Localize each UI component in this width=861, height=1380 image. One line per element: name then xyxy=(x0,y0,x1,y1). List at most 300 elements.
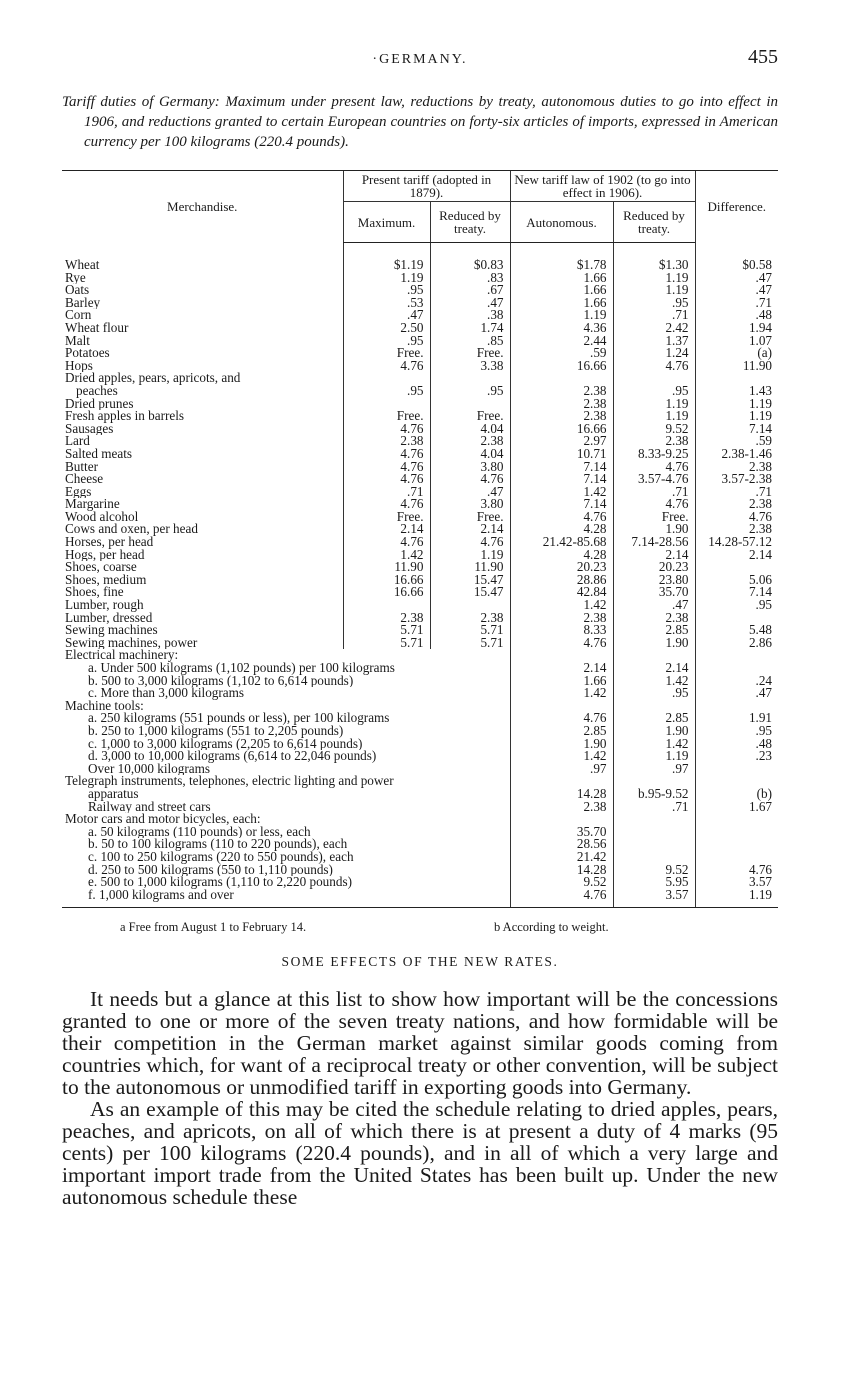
section-title-cell: Electrical machinery: xyxy=(65,649,179,662)
value-cell: .95 xyxy=(613,687,695,700)
table-row xyxy=(62,813,778,826)
header-reduced-new: Reduced by treaty. xyxy=(613,202,695,243)
table-row xyxy=(62,473,778,486)
value-cell: 1.66 xyxy=(510,272,613,285)
value-cell: Free. xyxy=(613,511,695,524)
tariff-table xyxy=(62,170,778,908)
merchandise-cell: Fresh apples in barrels xyxy=(65,410,185,423)
value-cell: 2.14 xyxy=(430,523,510,536)
value-cell xyxy=(510,813,613,826)
table-row xyxy=(62,738,778,751)
value-cell: 21.42 xyxy=(510,851,613,864)
merchandise-cell: a. 250 kilograms (551 pounds or less), per 100 kilograms xyxy=(88,712,390,725)
value-cell: .95 xyxy=(695,599,778,612)
body-paragraph: It needs but a glance at this list to show how important will be the concessions granted to one or more of the seven treaty nations, and how formidable will be their competition in the German market against similar goods coming from countries which, for want of a reciprocal treaty or other convention, will be subject to the autonomous or unmodified tariff in exporting goods into Germany. xyxy=(62,987,778,1100)
value-cell: b.95-9.52 xyxy=(613,788,695,801)
value-cell: .95 xyxy=(343,385,430,398)
value-cell: 4.76 xyxy=(430,536,510,549)
merchandise-cell: Railway and street cars xyxy=(88,800,211,814)
value-cell: 1.24 xyxy=(613,347,695,360)
value-cell: .47 xyxy=(695,687,778,700)
value-cell: 5.71 xyxy=(430,637,510,650)
table-row xyxy=(62,297,778,310)
value-cell xyxy=(695,561,778,574)
merchandise-cell: Shoes, medium xyxy=(65,573,147,587)
merchandise-cell: Shoes, coarse xyxy=(65,561,137,574)
page-number: 455 xyxy=(748,46,778,68)
value-cell: .95 xyxy=(613,297,695,310)
value-cell: 1.19 xyxy=(613,410,695,423)
value-cell: .83 xyxy=(430,272,510,285)
table-row xyxy=(62,398,778,411)
table-row xyxy=(62,347,778,360)
value-cell xyxy=(510,649,613,662)
value-cell xyxy=(695,813,778,826)
value-cell: 1.90 xyxy=(613,725,695,738)
merchandise-cell: c. 1,000 to 3,000 kilograms (2,205 to 6,614 pounds) xyxy=(88,737,363,751)
merchandise-cell: Wheat flour xyxy=(65,321,129,335)
value-cell: .48 xyxy=(695,309,778,322)
value-cell: $0.83 xyxy=(430,243,510,272)
table-row xyxy=(62,435,778,448)
value-cell: 1.74 xyxy=(430,322,510,335)
value-cell: 14.28 xyxy=(510,788,613,801)
value-cell: 5.71 xyxy=(430,624,510,637)
table-row xyxy=(62,788,778,801)
value-cell: 2.86 xyxy=(695,637,778,650)
value-cell xyxy=(613,851,695,864)
value-cell: 2.38 xyxy=(510,398,613,411)
value-cell: 1.19 xyxy=(613,750,695,763)
value-cell: 1.19 xyxy=(695,410,778,423)
merchandise-cell: Dried prunes xyxy=(65,397,134,411)
table-row xyxy=(62,612,778,625)
table-row xyxy=(62,410,778,423)
table-row xyxy=(62,322,778,335)
value-cell: 20.23 xyxy=(510,561,613,574)
value-cell xyxy=(510,700,613,713)
value-cell: 2.38 xyxy=(695,523,778,536)
value-cell: 23.80 xyxy=(613,574,695,587)
merchandise-cell: e. 500 to 1,000 kilograms (1,110 to 2,220 pounds) xyxy=(88,876,352,889)
value-cell: 16.66 xyxy=(510,423,613,436)
value-cell: 2.38 xyxy=(510,410,613,423)
value-cell: (b) xyxy=(695,788,778,801)
header-autonomous: Autonomous. xyxy=(510,202,613,243)
merchandise-cell: Horses, per head xyxy=(65,536,154,549)
value-cell xyxy=(695,838,778,851)
value-cell: 21.42-85.68 xyxy=(510,536,613,549)
value-cell: 1.19 xyxy=(613,284,695,297)
value-cell: 9.52 xyxy=(510,876,613,889)
table-row xyxy=(62,561,778,574)
value-cell: $1.78 xyxy=(510,243,613,272)
value-cell: 7.14 xyxy=(510,473,613,486)
value-cell: .95 xyxy=(343,335,430,348)
value-cell: 2.38 xyxy=(510,385,613,398)
value-cell: 8.33 xyxy=(510,624,613,637)
value-cell: .97 xyxy=(613,763,695,776)
value-cell: 9.52 xyxy=(613,423,695,436)
value-cell: 1.19 xyxy=(343,272,430,285)
value-cell: 7.14 xyxy=(695,586,778,599)
value-cell: 7.14 xyxy=(510,461,613,474)
header-maximum: Maximum. xyxy=(343,202,430,243)
value-cell: 1.42 xyxy=(510,486,613,499)
value-cell: 1.66 xyxy=(510,675,613,688)
value-cell: 2.14 xyxy=(510,662,613,675)
value-cell: 4.76 xyxy=(510,637,613,650)
value-cell: .67 xyxy=(430,284,510,297)
value-cell xyxy=(343,398,430,411)
value-cell: 4.76 xyxy=(695,864,778,877)
value-cell: 4.76 xyxy=(343,448,430,461)
value-cell xyxy=(430,372,510,385)
value-cell: $1.19 xyxy=(343,243,430,272)
header-difference: Difference. xyxy=(695,171,778,243)
value-cell: 1.19 xyxy=(695,398,778,411)
value-cell: 4.04 xyxy=(430,448,510,461)
value-cell: 4.76 xyxy=(343,536,430,549)
table-caption: Tariff duties of Germany: Maximum under present law, reductions by treaty, autonomous duties to go into effect in 1906, and reductions granted to certain European countries on forty-six articles of imports, expressed in American currency per 100 kilograms (220.4 pounds). xyxy=(62,94,778,150)
value-cell: 4.76 xyxy=(343,360,430,373)
merchandise-cell: Eggs xyxy=(65,485,92,499)
merchandise-cell: Hops xyxy=(65,359,93,373)
value-cell: 3.57 xyxy=(695,876,778,889)
value-cell: 7.14-28.56 xyxy=(613,536,695,549)
value-cell: .47 xyxy=(430,297,510,310)
value-cell: 7.14 xyxy=(510,498,613,511)
table-row xyxy=(62,687,778,700)
value-cell: .48 xyxy=(695,738,778,751)
value-cell: 5.95 xyxy=(613,876,695,889)
value-cell: 1.66 xyxy=(510,297,613,310)
value-cell xyxy=(343,599,430,612)
value-cell: .24 xyxy=(695,675,778,688)
table-row xyxy=(62,864,778,877)
value-cell: 3.57-2.38 xyxy=(695,473,778,486)
table-row xyxy=(62,624,778,637)
value-cell: 2.44 xyxy=(510,335,613,348)
value-cell: .71 xyxy=(613,801,695,814)
value-cell: 28.56 xyxy=(510,838,613,851)
merchandise-cell: apparatus xyxy=(88,787,139,801)
value-cell: 3.57 xyxy=(613,889,695,908)
table-row xyxy=(62,498,778,511)
value-cell: .47 xyxy=(613,599,695,612)
footnote-b: b According to weight. xyxy=(494,920,609,935)
merchandise-cell: Wood alcohol xyxy=(65,510,139,524)
merchandise-cell: Cheese xyxy=(65,473,104,486)
value-cell: 20.23 xyxy=(613,561,695,574)
merchandise-cell: Lumber, rough xyxy=(65,599,144,612)
merchandise-cell: peaches xyxy=(76,384,118,398)
merchandise-cell: b. 50 to 100 kilograms (110 to 220 pounds), each xyxy=(88,838,348,851)
merchandise-cell: d. 250 to 500 kilograms (550 to 1,110 pounds) xyxy=(88,863,333,877)
merchandise-cell: c. More than 3,000 kilograms xyxy=(88,687,245,700)
value-cell: 2.14 xyxy=(613,662,695,675)
table-row xyxy=(62,775,778,788)
value-cell: .47 xyxy=(695,284,778,297)
footnotes xyxy=(62,916,778,940)
value-cell: Free. xyxy=(343,347,430,360)
value-cell: 15.47 xyxy=(430,574,510,587)
table-row xyxy=(62,889,778,908)
value-cell: 11.90 xyxy=(695,360,778,373)
value-cell: 1.19 xyxy=(510,309,613,322)
value-cell: 2.38 xyxy=(695,461,778,474)
value-cell: 2.85 xyxy=(510,725,613,738)
value-cell: .59 xyxy=(695,435,778,448)
table-body xyxy=(62,243,778,908)
value-cell: 5.48 xyxy=(695,624,778,637)
merchandise-cell: Sewing machines, power xyxy=(65,636,198,650)
value-cell: 1.42 xyxy=(510,750,613,763)
value-cell: 35.70 xyxy=(613,586,695,599)
merchandise-cell: Lard xyxy=(65,435,90,448)
value-cell: 2.38 xyxy=(613,435,695,448)
value-cell: 1.90 xyxy=(613,523,695,536)
value-cell: 4.76 xyxy=(343,498,430,511)
value-cell: 1.43 xyxy=(695,385,778,398)
merchandise-cell: Malt xyxy=(65,334,90,348)
value-cell: 11.90 xyxy=(343,561,430,574)
value-cell xyxy=(695,763,778,776)
value-cell: 2.38 xyxy=(510,612,613,625)
table-row xyxy=(62,523,778,536)
table-row xyxy=(62,461,778,474)
value-cell xyxy=(695,372,778,385)
value-cell: 16.66 xyxy=(510,360,613,373)
value-cell: (a) xyxy=(695,347,778,360)
merchandise-cell: Rye xyxy=(65,271,86,285)
merchandise-cell: Salted meats xyxy=(65,447,133,461)
value-cell xyxy=(613,813,695,826)
value-cell xyxy=(695,662,778,675)
value-cell xyxy=(695,700,778,713)
value-cell xyxy=(430,398,510,411)
value-cell: .85 xyxy=(430,335,510,348)
value-cell: .71 xyxy=(613,486,695,499)
value-cell: 4.76 xyxy=(510,889,613,908)
merchandise-cell: d. 3,000 to 10,000 kilograms (6,614 to 22,046 pounds) xyxy=(88,750,377,763)
value-cell: 2.38 xyxy=(695,498,778,511)
value-cell: 42.84 xyxy=(510,586,613,599)
header-new-tariff: New tariff law of 1902 (to go into effect in 1906). xyxy=(510,171,695,202)
table-row xyxy=(62,700,778,713)
table-row xyxy=(62,284,778,297)
value-cell: .47 xyxy=(343,309,430,322)
table-row xyxy=(62,649,778,662)
table-row xyxy=(62,385,778,398)
value-cell: 16.66 xyxy=(343,574,430,587)
table-row xyxy=(62,309,778,322)
value-cell: 1.66 xyxy=(510,284,613,297)
document-page xyxy=(62,40,778,1208)
value-cell: 1.91 xyxy=(695,712,778,725)
value-cell: 4.28 xyxy=(510,549,613,562)
value-cell: .38 xyxy=(430,309,510,322)
merchandise-cell: b. 250 to 1,000 kilograms (551 to 2,205 pounds) xyxy=(88,724,344,738)
table-row xyxy=(62,372,778,385)
table-row xyxy=(62,838,778,851)
value-cell: 1.07 xyxy=(695,335,778,348)
value-cell: .95 xyxy=(343,284,430,297)
value-cell: 4.28 xyxy=(510,523,613,536)
value-cell: 2.85 xyxy=(613,712,695,725)
header-present-tariff: Present tariff (adopted in 1879). xyxy=(343,171,510,202)
section-title-cell: Telegraph instruments, telephones, electric lighting and power xyxy=(65,775,394,788)
value-cell: 9.52 xyxy=(613,864,695,877)
value-cell xyxy=(695,851,778,864)
merchandise-cell: Barley xyxy=(65,296,101,310)
running-header xyxy=(62,40,778,70)
merchandise-cell: Potatoes xyxy=(65,347,110,360)
value-cell: 1.90 xyxy=(613,637,695,650)
table-row xyxy=(62,662,778,675)
table-row xyxy=(62,423,778,436)
value-cell: 7.14 xyxy=(695,423,778,436)
value-cell xyxy=(613,649,695,662)
merchandise-cell: Lumber, dressed xyxy=(65,611,153,625)
table-row xyxy=(62,712,778,725)
footnote-a: a Free from August 1 to February 14. xyxy=(120,920,307,935)
value-cell: 4.76 xyxy=(430,473,510,486)
value-cell: .95 xyxy=(430,385,510,398)
value-cell: 3.57-4.76 xyxy=(613,473,695,486)
table-row xyxy=(62,243,778,272)
value-cell: 1.42 xyxy=(343,549,430,562)
value-cell: 1.42 xyxy=(510,687,613,700)
value-cell: 11.90 xyxy=(430,561,510,574)
value-cell xyxy=(510,775,613,788)
value-cell xyxy=(695,649,778,662)
value-cell xyxy=(695,612,778,625)
value-cell: 1.19 xyxy=(613,398,695,411)
value-cell: .47 xyxy=(695,272,778,285)
merchandise-cell: Over 10,000 kilograms xyxy=(88,762,210,776)
value-cell: 15.47 xyxy=(430,586,510,599)
value-cell: .95 xyxy=(613,385,695,398)
merchandise-cell: c. 100 to 250 kilograms (220 to 550 pounds), each xyxy=(88,850,354,864)
value-cell: 2.38 xyxy=(613,612,695,625)
table-row xyxy=(62,725,778,738)
value-cell: 14.28-57.12 xyxy=(695,536,778,549)
table-row xyxy=(62,574,778,587)
value-cell: .71 xyxy=(343,486,430,499)
value-cell xyxy=(613,826,695,839)
value-cell: 4.76 xyxy=(613,498,695,511)
value-cell: 4.76 xyxy=(343,423,430,436)
table-row xyxy=(62,826,778,839)
value-cell: 5.71 xyxy=(343,624,430,637)
value-cell: 2.38 xyxy=(343,612,430,625)
value-cell: 1.19 xyxy=(430,549,510,562)
value-cell: .23 xyxy=(695,750,778,763)
merchandise-cell: f. 1,000 kilograms and over xyxy=(62,889,510,908)
value-cell xyxy=(695,826,778,839)
value-cell: Free. xyxy=(430,347,510,360)
merchandise-cell: Oats xyxy=(65,284,90,297)
merchandise-cell: Wheat xyxy=(65,257,100,272)
value-cell: 4.36 xyxy=(510,322,613,335)
table-row xyxy=(62,801,778,814)
merchandise-cell: a. Under 500 kilograms (1,102 pounds) per 100 kilograms xyxy=(88,662,395,675)
value-cell: Free. xyxy=(430,410,510,423)
value-cell: 14.28 xyxy=(510,864,613,877)
value-cell: 2.38-1.46 xyxy=(695,448,778,461)
merchandise-cell: Butter xyxy=(65,460,98,474)
value-cell: 4.76 xyxy=(510,712,613,725)
value-cell xyxy=(613,838,695,851)
value-cell xyxy=(695,775,778,788)
value-cell: 3.38 xyxy=(430,360,510,373)
value-cell: .71 xyxy=(695,486,778,499)
value-cell: 2.38 xyxy=(343,435,430,448)
merchandise-cell: Margarine xyxy=(65,498,120,511)
value-cell xyxy=(613,372,695,385)
value-cell: .47 xyxy=(430,486,510,499)
table-row xyxy=(62,486,778,499)
value-cell: 2.14 xyxy=(695,549,778,562)
table-row xyxy=(62,599,778,612)
value-cell: 1.19 xyxy=(613,272,695,285)
table-row xyxy=(62,763,778,776)
section-title-cell: Motor cars and motor bicycles, each: xyxy=(65,813,261,826)
value-cell: 1.90 xyxy=(510,738,613,751)
value-cell: 4.76 xyxy=(510,511,613,524)
body-paragraph: As an example of this may be cited the schedule relating to dried apples, pears, peaches, and apricots, on all of which there is at present a duty of 4 marks (95 cents) per 100 kilograms (220.4 pounds), and in all of which a very large and important import trade from the United States has been built up. Under the new autonomous schedule these xyxy=(62,1097,778,1210)
merchandise-cell: Cows and oxen, per head xyxy=(65,523,198,537)
table-row xyxy=(62,750,778,763)
value-cell: 2.97 xyxy=(510,435,613,448)
value-cell: 28.86 xyxy=(510,574,613,587)
value-cell: 1.37 xyxy=(613,335,695,348)
table-row xyxy=(62,851,778,864)
value-cell: 35.70 xyxy=(510,826,613,839)
merchandise-cell: Corn xyxy=(65,309,92,322)
value-cell: 3.80 xyxy=(430,498,510,511)
value-cell: 1.42 xyxy=(613,675,695,688)
merchandise-cell: Sausages xyxy=(65,422,114,436)
value-cell: 1.67 xyxy=(695,801,778,814)
value-cell: 2.38 xyxy=(430,612,510,625)
value-cell: 4.04 xyxy=(430,423,510,436)
value-cell: 2.38 xyxy=(430,435,510,448)
value-cell: 16.66 xyxy=(343,586,430,599)
value-cell xyxy=(343,372,430,385)
table-row xyxy=(62,448,778,461)
value-cell: .71 xyxy=(613,309,695,322)
value-cell xyxy=(613,775,695,788)
section-heading: SOME EFFECTS OF THE NEW RATES. xyxy=(281,954,559,970)
value-cell xyxy=(510,372,613,385)
table-row xyxy=(62,511,778,524)
value-cell: 8.33-9.25 xyxy=(613,448,695,461)
running-title: ·GERMANY. xyxy=(372,52,468,67)
value-cell: Free. xyxy=(430,511,510,524)
value-cell: 2.14 xyxy=(613,549,695,562)
value-cell: 4.76 xyxy=(343,473,430,486)
value-cell: 1.94 xyxy=(695,322,778,335)
value-cell: $1.30 xyxy=(613,243,695,272)
value-cell: Free. xyxy=(343,410,430,423)
value-cell xyxy=(430,599,510,612)
merchandise-cell: Hogs, per head xyxy=(65,548,145,562)
value-cell: 2.38 xyxy=(510,801,613,814)
value-cell: .97 xyxy=(510,763,613,776)
table-row xyxy=(62,675,778,688)
